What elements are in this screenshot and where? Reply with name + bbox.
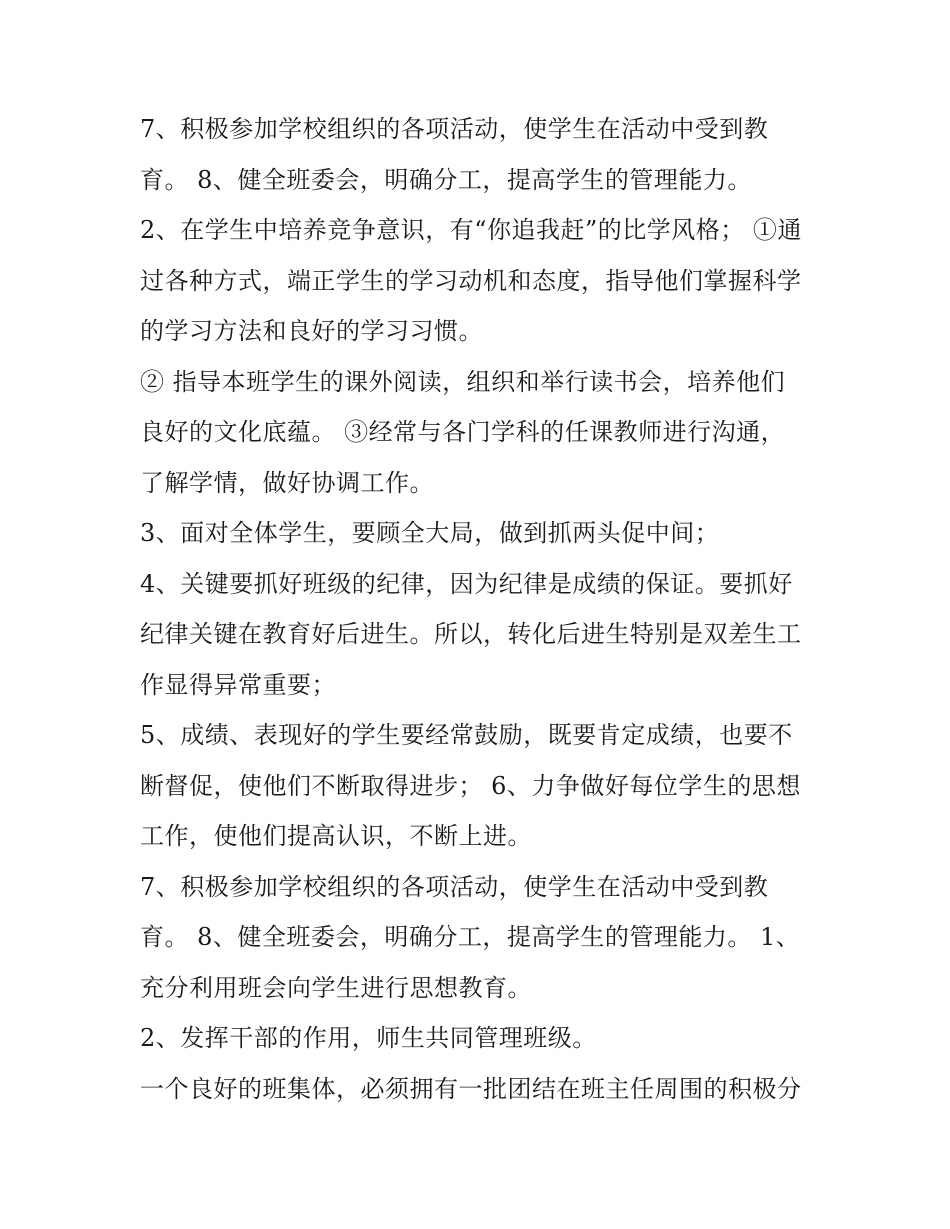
text-line: 作显得异常重要； [140,670,336,699]
text-line: 充分利用班会向学生进行思想教育。 [140,973,532,1002]
text-line: 育。 8、健全班委会，明确分工，提高学生的管理能力。 1、 [140,923,801,951]
text-line: 7、积极参加学校组织的各项活动，使学生在活动中受到教 [140,115,769,143]
text-line: 7、积极参加学校组织的各项活动，使学生在活动中受到教 [140,872,769,901]
text-line: 良好的文化底蕴。 ③经常与各门学科的任课教师进行沟通， [140,418,786,446]
text-line: 一个良好的班集体，必须拥有一批团结在班主任周围的积极分 [140,1074,802,1103]
text-line: 育。 8、健全班委会，明确分工，提高学生的管理能力。 [140,165,752,194]
text-line: 过各种方式，端正学生的学习动机和态度，指导他们掌握科学 [140,266,802,295]
text-line: 3、面对全体学生，要顾全大局，做到抓两头促中间； [140,519,720,547]
text-line: 工作，使他们提高认识，不断上进。 [140,822,532,850]
text-line: 纪律关键在教育好后进生。所以，转化后进生特别是双差生工 [140,620,802,648]
text-line: ② 指导本班学生的课外阅读，组织和举行读书会，培养他们 [140,367,786,396]
text-line: 断督促，使他们不断取得进步； 6、力争做好每位学生的思想 [140,771,801,800]
text-line: 了解学情，做好协调工作。 [140,468,434,497]
document-body [140,104,820,1114]
text-line: 2、在学生中培养竞争意识，有“你追我赶”的比学风格； ①通 [140,216,802,244]
text-line: 5、成绩、表现好的学生要经常鼓励，既要肯定成绩，也要不 [140,721,793,749]
text-line: 4、关键要抓好班级的纪律，因为纪律是成绩的保证。要抓好 [140,569,793,598]
text-line: 的学习方法和良好的学习习惯。 [140,317,483,345]
text-line: 2、发挥干部的作用，师生共同管理班级。 [140,1024,597,1052]
